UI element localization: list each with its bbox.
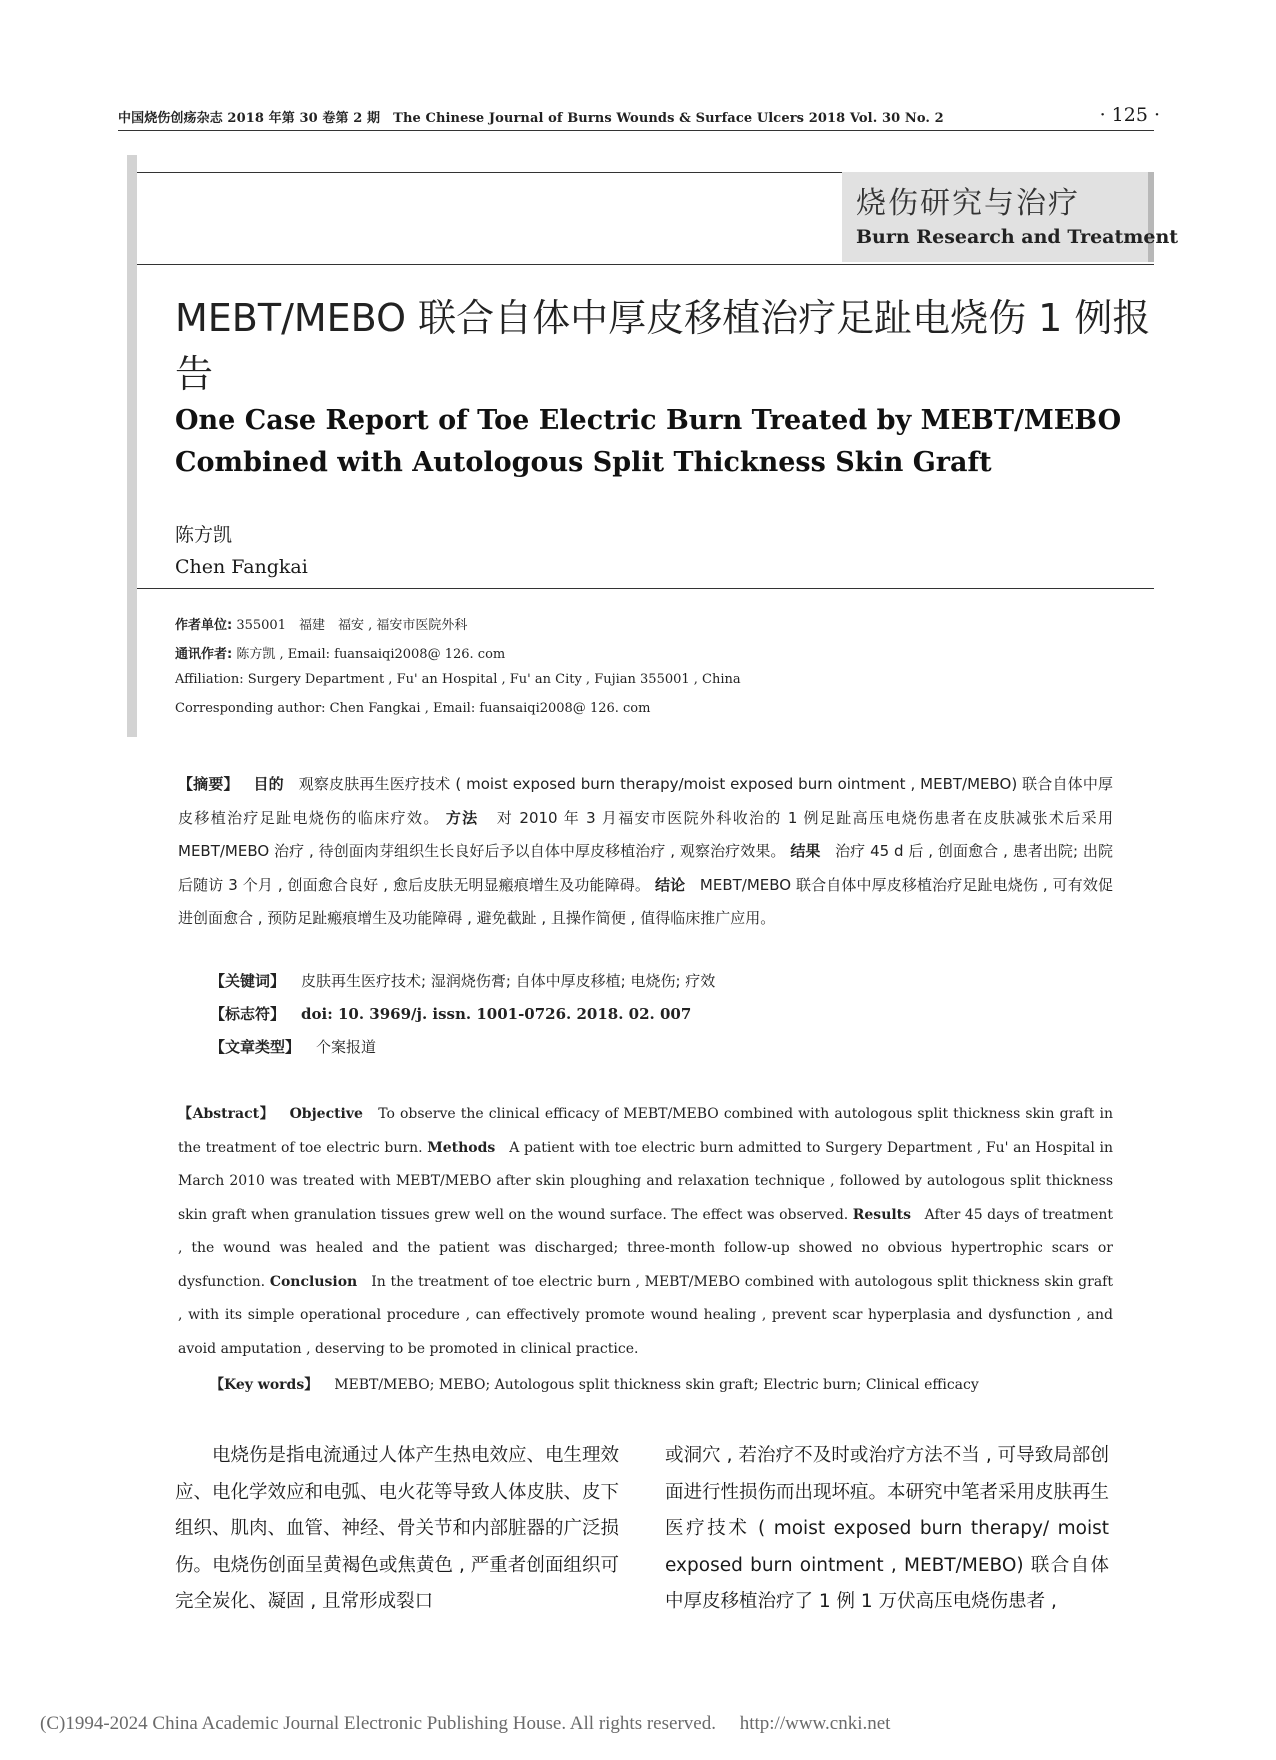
abstract-en	[178, 1098, 1113, 1366]
abstract-cn-methods: 对 2010 年 3 月福安市医院外科收治的 1 例足趾高压电烧伤患者在皮肤减张术后采用 MEBT/MEBO 治疗 , 待创面肉芽组织生长良好后予以自体中厚皮移植治疗 , 观察治疗效果。	[178, 808, 1113, 860]
body-column-right: 或洞穴 , 若治疗不及时或治疗方法不当 , 可导致局部创面进行性损伤而出现坏疽。本研究中笔者采用皮肤再生医疗技术 ( moist exposed burn therapy/ moist exposed burn ointment , MEBT/MEBO) 联合自体中厚皮移植治疗了 1 例 1 万伏高压电烧伤患者 ,	[665, 1445, 1110, 1612]
affiliation-en-label: Affiliation:	[175, 672, 244, 687]
author-rule	[137, 588, 1154, 589]
article-type-value: 个案报道	[316, 1038, 377, 1056]
corresponding-author-en-label: Corresponding author:	[175, 701, 326, 716]
author-unit-label: 作者单位:	[175, 618, 233, 633]
abstract-cn-conclusion: MEBT/MEBO 联合自体中厚皮移植治疗足趾电烧伤 , 可有效促进创面愈合 , 预防足趾瘢痕增生及功能障碍 , 避免截趾 , 且操作简便 , 值得临床推广应用。	[178, 875, 1113, 927]
article-type-row	[210, 1036, 376, 1057]
abstract-en-methods: A patient with toe electric burn admitted to Surgery Department , Fu' an Hospital in March 2010 was treated with MEBT/MEBO after skin ploughing and relaxation technique , followed by autologous split thickness skin graft when granulation tissues grew well on the wound surface. The effect was observed.	[178, 1139, 1114, 1223]
author-name-en: Chen Fangkai	[175, 556, 308, 578]
author-name-cn: 陈方凯	[175, 524, 233, 546]
abstract-en-objective: To observe the clinical efficacy of MEBT/MEBO combined with autologous split thickness skin graft in the treatment of toe electric burn.	[178, 1106, 1113, 1156]
column-title-cn: 烧伤研究与治疗	[856, 186, 1080, 221]
copyright-footer: (C)1994-2024 China Academic Journal Electronic Publishing House. All rights reserved. http://www.cnki.net	[40, 1713, 891, 1734]
abstract-en-label: 【Abstract】	[178, 1106, 275, 1122]
keywords-cn-value: 皮肤再生医疗技术; 湿润烧伤膏; 自体中厚皮移植; 电烧伤; 疗效	[301, 972, 716, 990]
article-title-cn: MEBT/MEBO 联合自体中厚皮移植治疗足趾电烧伤 1 例报告	[175, 296, 1151, 396]
abstract-en-results: After 45 days of treatment , the wound was healed and the patient was discharged; three-month follow-up showed no obvious hypertrophic scars or dysfunction.	[178, 1206, 1114, 1290]
author-unit-value: 355001 福建 福安 , 福安市医院外科	[232, 618, 468, 633]
keywords-en-value: MEBT/MEBO; MEBO; Autologous split thickness skin graft; Electric burn; Clinical efficacy	[334, 1377, 979, 1393]
body-column-left: 电烧伤是指电流通过人体产生热电效应、电生理效应、电化学效应和电弧、电火花等导致人体皮肤、皮下组织、肌肉、血管、神经、骨关节和内部脏器的广泛损伤。电烧伤创面呈黄褐色或焦黄色 , 严重者创面组织可完全炭化、凝固 , 且常形成裂口	[175, 1445, 620, 1612]
running-header-journal: 中国烧伤创疡杂志 2018 年第 30 卷第 2 期 The Chinese Journal of Burns Wounds & Surface Ulcers 2018 Vol. 30 No. 2	[118, 111, 944, 126]
corresponding-author-value: 陈方凯 , Email: fuansaiqi2008@ 126. com	[232, 647, 506, 662]
abstract-cn-results-label: 结果	[790, 842, 821, 860]
doi-value: doi: 10. 3969/j. issn. 1001-0726. 2018. 02. 007	[301, 1005, 692, 1023]
corresponding-author-label: 通讯作者:	[175, 647, 233, 662]
article-title-en: One Case Report of Toe Electric Burn Treated by MEBT/MEBO Combined with Autologous Split Thickness Skin Graft	[175, 405, 1122, 478]
keywords-en	[210, 1374, 979, 1394]
article-type-label: 【文章类型】	[210, 1038, 301, 1056]
keywords-en-label: 【Key words】	[210, 1377, 319, 1393]
left-accent-bar	[127, 155, 137, 737]
author-unit	[175, 614, 467, 633]
abstract-en-methods-label: Methods	[427, 1139, 496, 1156]
abstract-cn-methods-label: 方法	[445, 808, 479, 827]
abstract-cn-conclusion-label: 结论	[654, 875, 686, 894]
column-title-en: Burn Research and Treatment	[856, 226, 1179, 248]
doi-row	[210, 1003, 691, 1024]
header-rule	[118, 130, 1154, 131]
abstract-cn-label: 【摘要】	[178, 775, 239, 793]
keywords-cn	[210, 970, 715, 991]
corresponding-author-en-value: Chen Fangkai , Email: fuansaiqi2008@ 126. com	[325, 701, 651, 716]
corresponding-author-cn	[175, 643, 505, 662]
abstract-en-results-label: Results	[852, 1206, 912, 1223]
keywords-cn-label: 【关键词】	[210, 972, 286, 990]
affiliation-en-value: Surgery Department , Fu' an Hospital , Fu' an City , Fujian 355001 , China	[243, 672, 741, 687]
affiliation-en	[175, 672, 741, 687]
page-number: · 125 ·	[1099, 104, 1160, 126]
abstract-cn-results: 治疗 45 d 后 , 创面愈合 , 患者出院; 出院后随访 3 个月 , 创面愈合良好 , 愈后皮肤无明显瘢痕增生及功能障碍。	[178, 842, 1113, 894]
corresponding-author-en	[175, 701, 650, 716]
abstract-cn-objective-label: 目的	[253, 775, 284, 793]
abstract-cn	[178, 768, 1113, 936]
abstract-en-conclusion: In the treatment of toe electric burn , MEBT/MEBO combined with autologous split thickness skin graft , with its simple operational procedure , can effectively promote wound healing , prevent scar hyperplasia and dysfunction , and avoid amputation , deserving to be promoted in clinical practice.	[178, 1273, 1113, 1357]
abstract-cn-objective: 观察皮肤再生医疗技术 ( moist exposed burn therapy/moist exposed burn ointment , MEBT/MEBO) 联合自体中厚皮移植治疗足趾电烧伤的临床疗效。	[178, 775, 1113, 827]
banner-bottom-rule	[137, 264, 1154, 265]
doi-label: 【标志符】	[210, 1005, 286, 1023]
abstract-en-conclusion-label: Conclusion	[269, 1273, 358, 1290]
abstract-en-objective-label: Objective	[289, 1106, 363, 1122]
